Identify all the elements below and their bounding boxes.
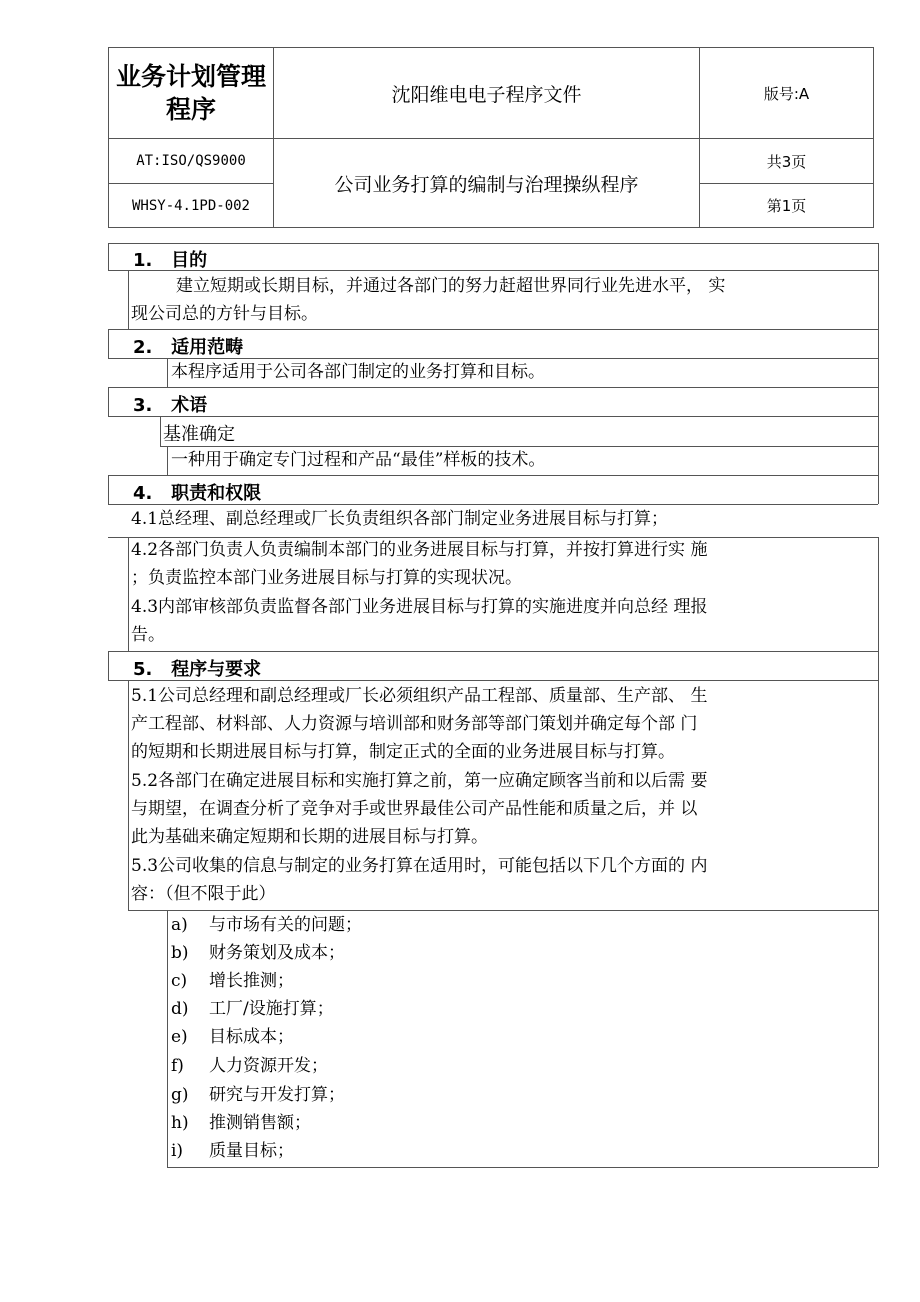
responsibility-4-2-line-1: 4.2各部门负责人负责编制本部门的业务进展目标与打算，并按打算进行实 施 — [131, 540, 708, 560]
procedure-name: 业务计划管理程序 — [116, 62, 267, 124]
responsibility-4-2-line-2: ；负责监控本部门业务进展目标与打算的实现状况。 — [131, 568, 522, 588]
list-item: b) 财务策划及成本； — [171, 943, 345, 963]
term-benchmarking: 基准确定 — [163, 424, 235, 445]
purpose-text-line-2: 现公司总的方针与目标。 — [131, 304, 318, 324]
section-heading-scope: 2. 适用范畴 — [133, 337, 244, 358]
procedure-5-3-line-1: 5.3公司收集的信息与制定的业务打算在适用时，可能包括以下几个方面的 内 — [131, 856, 708, 876]
scope-text: 本程序适用于公司各部门制定的业务打算和目标。 — [171, 362, 545, 382]
procedure-5-2-line-2: 与期望，在调查分析了竞争对手或世界最佳公司产品性能和质量之后，并 以 — [131, 799, 698, 819]
total-pages: 共3页 — [766, 152, 807, 171]
section-heading-terms: 3. 术语 — [133, 395, 208, 416]
procedure-5-1-line-2: 产工程部、材料部、人力资源与培训部和财务部等部门策划并确定每个部 门 — [131, 714, 698, 734]
list-item: g) 研究与开发打算； — [171, 1085, 345, 1105]
purpose-text-line-1: 建立短期或长期目标，并通过各部门的努力赶超世界同行业先进水平， 实 — [176, 276, 726, 296]
term-definition: 一种用于确定专门过程和产品“最佳”样板的技术。 — [171, 450, 546, 470]
list-item: d) 工厂/设施打算； — [171, 999, 334, 1019]
section-heading-purpose: 1. 目的 — [133, 250, 208, 271]
procedure-5-1-line-3: 的短期和长期进展目标与打算，制定正式的全面的业务进展目标与打算。 — [131, 742, 675, 762]
list-item: a) 与市场有关的问题； — [171, 915, 362, 935]
list-item: h) 推测销售额； — [171, 1113, 311, 1133]
procedure-5-2-line-3: 此为基础来确定短期和长期的进展目标与打算。 — [131, 827, 488, 847]
list-item: f) 人力资源开发； — [171, 1056, 328, 1076]
procedure-5-1-line-1: 5.1公司总经理和副总经理或厂长必须组织产品工程部、质量部、生产部、 生 — [131, 686, 708, 706]
responsibility-4-1: 4.1总经理、副总经理或厂长负责组织各部门制定业务进展目标与打算； — [131, 509, 669, 529]
list-item: i) 质量目标； — [171, 1141, 294, 1161]
procedure-5-2-line-1: 5.2各部门在确定进展目标和实施打算之前，第一应确定顾客当前和以后需 要 — [131, 771, 708, 791]
responsibility-4-3-line-1: 4.3内部审核部负责监督各部门业务进展目标与打算的实施进度并向总经 理报 — [131, 597, 708, 617]
procedure-title: 公司业务打算的编制与治理操纵程序 — [334, 173, 639, 196]
page-number: 第1页 — [766, 197, 807, 215]
organization-document: 沈阳维电电子程序文件 — [391, 83, 582, 106]
responsibility-4-3-line-2: 告。 — [131, 625, 165, 645]
version-number: 版号:A — [763, 84, 810, 103]
section-heading-procedure: 5. 程序与要求 — [133, 659, 262, 680]
list-item: c) 增长推测； — [171, 971, 294, 991]
document-code: WHSY-4.1PD-002 — [131, 197, 250, 214]
standard-reference: AT:ISO/QS9000 — [136, 153, 246, 169]
section-heading-responsibilities: 4. 职责和权限 — [133, 483, 262, 504]
procedure-5-3-line-2: 容：（但不限于此） — [131, 884, 276, 904]
list-item: e) 目标成本； — [171, 1027, 294, 1047]
